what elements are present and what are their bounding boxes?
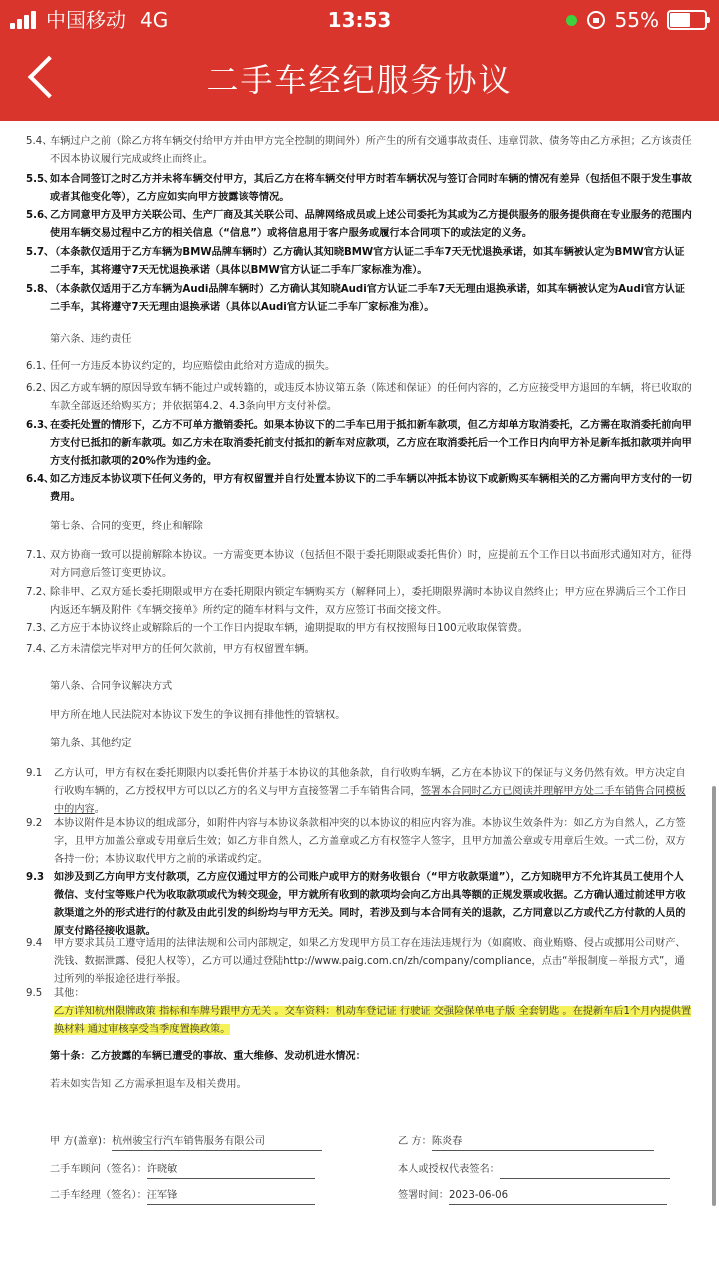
clause-5-4: 5.4、 车辆过户之前（除乙方将车辆交付给甲方并由甲方完全控制的期间外）所产生的所有交通事故责任、违章罚款、债务等由乙方承担；乙方该责任不因本协议履行完成或终止而终止。 (26, 136, 692, 165)
clause-6-3: 6.3、 在委托处置的情形下，乙方不可单方撤销委托。如果本协议下的二手车已用于抵扣新车款项，但乙方却单方取消委托，乙方需在取消委托前向甲方支付已抵扣的新车款项。如乙方未在取消委托前支付抵扣的新车对应款项，乙方应在取消委托后一个工作日内向甲方补足新车抵扣款项并向甲方支付抵扣款项的20%作为违约金。 (26, 420, 692, 467)
agreement-document[interactable] (0, 121, 719, 1280)
network-type: 4G (140, 8, 169, 32)
clause-7-1: 7.1、 双方协商一致可以提前解除本协议。一方需变更本协议（包括但不限于委托期限或委托售价）时，应提前五个工作日以书面形式通知对方，征得对方同意后签订变更协议。 (26, 550, 692, 579)
nav-bar (0, 40, 719, 121)
clause-9-4: 9.4 甲方要求其员工遵守适用的法律法规和公司内部规定，如果乙方发现甲方员工存在违法违规行为（如腐败、商业贿赂、侵占或挪用公司财产、洗钱、数据泄露、侵犯人权等），乙方可以通过登陆http://www.paig.com.cn/zh/company/compliance，点击“举报制度－举报方式”，通过所列的举报途径进行举报。 (26, 938, 686, 985)
manager-signature: 二手车经理（签名）： 汪军锋 (50, 1187, 315, 1205)
clause-5-8: 5.8、 （本条款仅适用于乙方车辆为Audi品牌车辆时）乙方确认其知晓Audi官方认证二手车7天无理由退换承诺，如其车辆被认定为Audi官方认证二手车，其将遵守7天无理由退换承诺（具体以Audi官方认证二手车厂家标准为准）。 (26, 284, 685, 313)
status-right (566, 0, 707, 40)
clause-9-5: 9.5 其他： 乙方详知杭州限牌政策 指标和车牌号跟甲方无关 。交车资料：机动车登记证 行驶证 交强险保单电子版 全套钥匙 。在提新车后1个月内提供置换材料 通过审核享受当季度置换政策。 (26, 988, 692, 1035)
section-9-title: 第九条、其他约定 (50, 738, 132, 749)
clause-9-5-label: 其他： (54, 988, 85, 999)
clause-7-3: 7.3、 乙方应于本协议终止或解除后的一个工作日内提取车辆，逾期提取的甲方有权按照每日100元收取保管费。 (26, 623, 528, 634)
party-b-signature: 乙 方： 陈炎春 (398, 1133, 654, 1151)
representative-signature: 本人或授权代表签名： (398, 1161, 670, 1179)
consultant-signature: 二手车顾问（签名）： 许晓敏 (50, 1161, 315, 1179)
clause-6-2: 6.2、 因乙方或车辆的原因导致车辆不能过户或转籍的，或违反本协议第五条（陈述和保证）的任何内容的，乙方应接受甲方退回的车辆，将已收取的车款全部返还给购买方；并依据第4.2、4.3条向甲方支付补偿。 (26, 383, 692, 412)
page-title: 二手车经纪服务协议 (206, 61, 513, 99)
section-7-title: 第七条、合同的变更，终止和解除 (50, 521, 203, 532)
section-8-text: 甲方所在地人民法院对本协议下发生的争议拥有排他性的管辖权。 (50, 710, 346, 721)
highlighted-remarks: 乙方详知杭州限牌政策 指标和车牌号跟甲方无关 。交车资料：机动车登记证 行驶证 交强险保单电子版 全套钥匙 。在提新车后1个月内提供置换材料 通过审核享受当季度置换政策。 (54, 1006, 692, 1035)
scrollbar[interactable] (712, 786, 716, 1206)
status-bar (0, 0, 719, 40)
clause-5-5: 5.5、 如本合同签订之时乙方并未将车辆交付甲方，其后乙方在将车辆交付甲方时若车辆状况与签订合同时车辆的情况有差异（包括但不限于发生事故或者其他变化等），乙方应如实向甲方披露该等情况。 (26, 174, 692, 203)
underlined-acknowledgement: 签署本合同时乙方已阅读并理解甲方处二手车销售合同模板中的内容 (54, 786, 686, 815)
section-10-title: 第十条：乙方披露的车辆已遭受的事故、重大维修、发动机进水情况： (50, 1051, 366, 1062)
clause-7-4: 7.4、 乙方未清偿完毕对甲方的任何欠款前，甲方有权留置车辆。 (26, 644, 315, 655)
clause-6-1: 6.1、 任何一方违反本协议约定的，均应赔偿由此给对方造成的损失。 (26, 361, 336, 372)
app-header (0, 0, 719, 121)
sign-date-value: 2023-06-06 (449, 1187, 667, 1205)
section-8-title: 第八条、合同争议解决方式 (50, 681, 173, 692)
clause-6-4: 6.4、 如乙方违反本协议项下任何义务的，甲方有权留置并自行处置本协议下的二手车辆以冲抵本协议下或新购买车辆相关的乙方需向甲方支付的一切费用。 (26, 474, 692, 503)
clause-5-6: 5.6、 乙方同意甲方及甲方关联公司、生产厂商及其关联公司、品牌网络成员或上述公司委托为其或为乙方提供服务的服务提供商在专业服务的范围内使用车辆交易过程中乙方的相关信息（“信息”）或将信息用于客户服务或履行本合同项下的或法定的义务。 (26, 210, 692, 239)
clause-9-2: 9.2 本协议附件是本协议的组成部分，如附件内容与本协议条款相冲突的以本协议的相应内容为准。本协议生效条件为：如乙方为自然人，乙方签字，且甲方加盖公章或专用章后生效；如乙方非自然人，乙方盖章或乙方有权签字人签字，且甲方加盖公章或专用章后生效。一式二份，双方各持一份；本协议取代甲方之前的承诺或约定。 (26, 818, 686, 865)
clause-9-3: 9.3 如涉及到乙方向甲方支付款项，乙方应仅通过甲方的公司账户或甲方的财务收银台（“甲方收款渠道”），乙方知晓甲方不允许其员工使用个人微信、支付宝等账户代为收取款项或代为转交现金，甲方就所有收到的款项均会向乙方出具等额的正规发票或收据。乙方确认通过前述甲方收款渠道之外的形式进行的付款及由此引发的纠纷均与甲方无关。同时，若涉及到与本合同有关的退款，乙方同意以乙方或代乙方付款的人员的原支付路径接收退款。 (26, 872, 686, 937)
party-b-value: 陈炎春 (432, 1133, 654, 1151)
clause-9-1: 9.1 乙方认可，甲方有权在委托期限内以委托售价并基于本协议的其他条款，自行收购车辆，乙方在本协议下的保证与义务仍然有效。甲方决定自行收购车辆的，乙方授权甲方可以以乙方的名义与甲方直接签署二手车销售合同，签署本合同时乙方已阅读并理解甲方处二手车销售合同模板中的内容。 (26, 768, 686, 815)
section-6-title: 第六条、违约责任 (50, 334, 132, 345)
carrier-name: 中国移动 (46, 8, 126, 32)
battery-percent: 55% (614, 8, 659, 32)
battery-icon (667, 10, 707, 30)
consultant-value: 许晓敏 (147, 1161, 315, 1179)
clause-7-2: 7.2、 除非甲、乙双方延长委托期限或甲方在委托期限内锁定车辆购买方（解释同上），委托期限界满时本协议自然终止；甲方应在界满后三个工作日内返还车辆及附件《车辆交接单》所约定的随车材料与文件，双方应签订书面交接文件。 (26, 587, 687, 616)
party-a-value: 杭州骏宝行汽车销售服务有限公司 (112, 1133, 322, 1151)
party-a-signature: 甲 方(盖章)： 杭州骏宝行汽车销售服务有限公司 (50, 1133, 322, 1151)
manager-value: 汪军锋 (147, 1187, 315, 1205)
representative-value (500, 1161, 670, 1179)
clock: 13:53 (327, 8, 392, 32)
sign-date: 签署时间： 2023-06-06 (398, 1187, 667, 1205)
section-10-text: 若未如实告知 乙方需承担退车及相关费用。 (50, 1079, 247, 1090)
rotation-lock-icon (587, 11, 605, 29)
privacy-indicator-icon (566, 15, 577, 26)
clause-5-7: 5.7、 （本条款仅适用于乙方车辆为BMW品牌车辆时）乙方确认其知晓BMW官方认证二手车7天无忧退换承诺，如其车辆被认定为BMW官方认证二手车，其将遵守7天无忧退换承诺（具体以BMW官方认证二手车厂家标准为准）。 (26, 247, 685, 276)
